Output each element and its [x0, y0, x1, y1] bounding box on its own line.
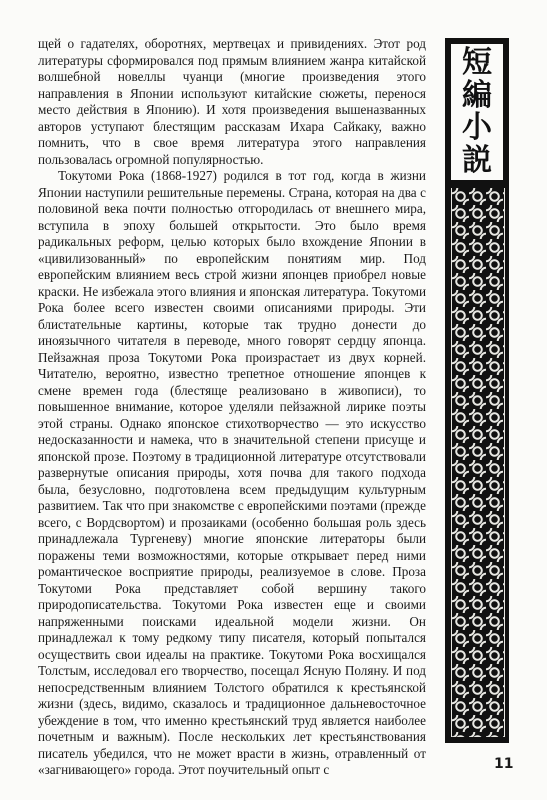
side-banner	[445, 38, 509, 743]
body-text	[38, 36, 426, 779]
banner-glyph: 説	[462, 142, 492, 178]
paragraph: щей о гадателях, оборотнях, мертвецах и привидениях. Этот род литературы сформировался под прямым влиянием жанра китайской волшебной новеллы чуанци (многие произведения этого направления в Японии используют китайские сюжеты, перенося место действия в Японию). И хотя произведения вышеназванных авторов уступают блестящим рассказам Ихара Сайкаку, важно помнить, что в свое время литература этого направления пользовалась огромной популярностью.	[38, 36, 426, 167]
paragraph: Токутоми Рока (1868-1927) родился в тот год, когда в жизни Японии наступили решительные перемены. Страна, которая на два с половиной века почти полностью отгородилась от внешнего мира, вступила в эпоху большей открытости. Это было время радикальных реформ, целью которых было вхождение Японии в «цивилизованный» по европейским понятиям мир. Под европейским влиянием весь строй жизни японцев приобрел новые краски. Не избежала этого влияния и японская литература. Токутоми Рока более всего известен своими описаниями природы. Эти блистательные картины, которые так трудно донести до иноязычного читателя в переводе, много говорят сердцу японца. Пейзажная проза Токутоми Рока произрастает из двух корней. Читателю, вероятно, известно трепетное отношение японцев к смене времен года (блестяще реализовано в живописи), то повышенное внимание, которое уделяли пейзажной лирике поэты этой страны. Однако японское стихотворчество — это искусство недосказанности и намека, что в значительной степени присуще и японской прозе. Поэтому в традиционной литературе отсутствовали развернутые описания природы, хотя почва для такого подхода была, безусловно, подготовлена всем предыдущим культурным развитием. Так что при знакомстве с европейскими поэтами (прежде всего, с Вордсвортом) и прозаиками (особенно большая роль здесь принадлежала Тургеневу) многие японские литераторы были поражены теми возможностями, которые открывает перед ними романтическое восприятие природы, реализуемое в слове. Проза Токутоми Рока представляет собой вершину такого природописательства. Токутоми Рока известен еще и своими напряженными поисками идеальной модели жизни. Он принадлежал к тому редкому типу писателя, который попытался осуществить свои идеалы на практике. Токутоми Рока восхищался Толстым, исследовал его творчество, посещал Ясную Поляну. И под непосредственным влиянием Толстого обратился к крестьянской жизни (здесь, видимо, сказалось и традиционное дальневосточное убеждение в том, что именно крестьянский труд является наиболее почетным и важным). После нескольких лет крестьянствования писатель убедился, что не может врасти в жизнь, отравленный от «загнивающего» города. Этот поучительный опыт с	[38, 168, 426, 777]
banner-glyph: 編	[462, 77, 492, 113]
banner-glyph: 小	[462, 110, 492, 146]
page-number: 11	[494, 756, 514, 772]
banner-title	[449, 42, 505, 182]
ornamental-pattern	[451, 188, 505, 737]
banner-glyph: 短	[462, 45, 492, 81]
